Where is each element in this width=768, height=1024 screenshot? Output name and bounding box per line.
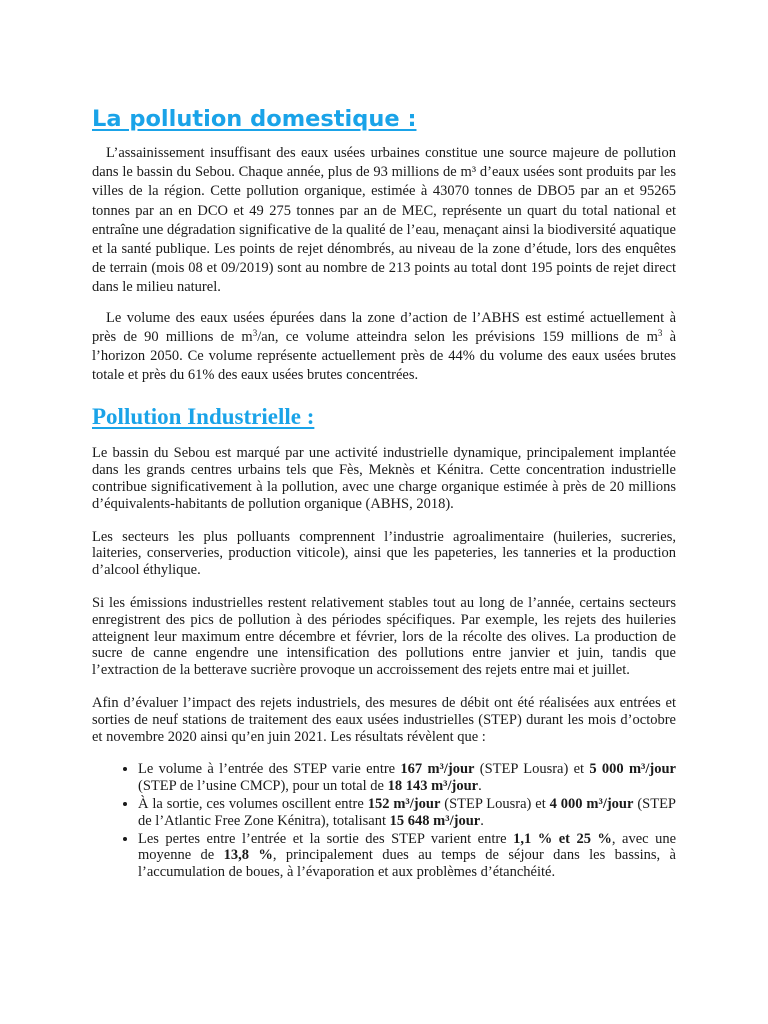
paragraph-industrial-3: Si les émissions industrielles restent relativement stables tout au long de l’année, certains secteurs enregistrent des pics de pollution à des périodes spécifiques. Par exemple, les rejets des huileries atteignent leur maximum entre décembre et février, lors de la récolte des olives. La production de sucre de canne engendre une intensification des pollutions entre janvier et juin, tandis que l’extraction de la betterave sucrière provoque un accroissement des rejets entre mai et juillet.	[92, 595, 676, 679]
list-item	[138, 796, 676, 830]
paragraph-industrial-1: Le bassin du Sebou est marqué par une activité industrielle dynamique, principalement implantée dans les grands centres urbains tels que Fès, Meknès et Kénitra. Cette concentration industrielle contribue significativement à la pollution, avec une charge organique estimée à près de 20 millions d’équivalents-habitants de pollution organique (ABHS, 2018).	[92, 445, 676, 512]
bullet-value: 167 m³/jour	[400, 761, 475, 778]
paragraph-industrial-4: Afin d’évaluer l’impact des rejets industriels, des mesures de débit ont été réalisées aux entrées et sorties de neuf stations de traitement des eaux usées industrielles (STEP) durant les mois d’octobre et novembre 2020 ainsi qu’en juin 2021. Les résultats révèlent que :	[92, 695, 676, 745]
heading-domestic-pollution: La pollution domestique :	[92, 106, 417, 132]
bullet-text: Le volume à l’entrée des STEP varie entre	[138, 761, 401, 778]
bullet-text: .	[480, 812, 484, 829]
superscript-cubed: 3	[657, 327, 663, 338]
results-list	[92, 761, 676, 881]
bullet-text: (STEP Lousra) et	[474, 761, 590, 778]
paragraph-domestic-2-part-b: /an, ce volume atteindra selon les prévisions 159 millions de m	[257, 328, 658, 345]
bullet-text: , avec une moyenne de	[138, 830, 676, 864]
bullet-text: , principalement dues au temps de séjour dans les bassins, à l’accumulation de boues, à l’évaporation et aux problèmes d’étanchéité.	[138, 847, 676, 881]
bullet-value: 5 000 m³/jour	[589, 761, 676, 778]
bullet-value: 15 648 m³/jour	[389, 812, 481, 829]
bullet-value: 13,8 %	[223, 847, 273, 864]
heading-industrial-pollution: Pollution Industrielle :	[92, 404, 315, 430]
bullet-text: (STEP de l’Atlantic Free Zone Kénitra), totalisant	[138, 795, 676, 829]
paragraph-domestic-2-part-a: Le volume des eaux usées épurées dans la zone d’action de l’ABHS est estimé actuellement à près de 90 millions de m	[92, 309, 676, 345]
bullet-value: 1,1 % et 25 %	[513, 830, 612, 847]
bullet-text: Les pertes entre l’entrée et la sortie des STEP varient entre	[138, 830, 514, 847]
bullet-value: 152 m³/jour	[367, 795, 441, 812]
paragraph-domestic-2-part-c: à l’horizon 2050. Ce volume représente actuellement près de 44% du volume des eaux usées brutes totale et près du 61% des eaux usées brutes concentrées.	[92, 328, 677, 384]
bullet-text: (STEP Lousra) et	[440, 795, 550, 812]
list-item	[138, 761, 676, 795]
bullet-text: À la sortie, ces volumes oscillent entre	[138, 795, 368, 812]
bullet-text: (STEP de l’usine CMCP), pour un total de	[138, 778, 388, 795]
bullet-value: 18 143 m³/jour	[387, 778, 479, 795]
paragraph-domestic-2	[92, 309, 676, 386]
list-item	[138, 831, 676, 881]
paragraph-domestic-1: L’assainissement insuffisant des eaux usées urbaines constitue une source majeure de pollution dans le bassin du Sebou. Chaque année, plus de 93 millions de m³ d’eaux usées sont produits par les villes de la région. Cette pollution organique, estimée à 43070 tonnes de DBO5 par an et 95265 tonnes par an en DCO et 49 275 tonnes par an de MEC, représente un quart du total national et entraîne une dégradation significative de la qualité de l’eau, menaçant ainsi la biodiversité aquatique et la santé publique. Les points de rejet dénombrés, au niveau de la zone d’étude, lors des enquêtes de terrain (mois 08 et 09/2019) sont au nombre de 213 points au total dont 195 points de rejet direct dans le milieu naturel.	[92, 145, 676, 296]
bullet-value: 4 000 m³/jour	[549, 795, 634, 812]
paragraph-industrial-2: Les secteurs les plus polluants comprennent l’industrie agroalimentaire (huileries, sucreries, laiteries, conserveries, production viticole), ainsi que les papeteries, les tanneries et la production d’alcool éthylique.	[92, 528, 676, 579]
bullet-text: .	[478, 778, 482, 795]
superscript-cubed: 3	[252, 327, 258, 338]
document-body	[92, 104, 676, 882]
